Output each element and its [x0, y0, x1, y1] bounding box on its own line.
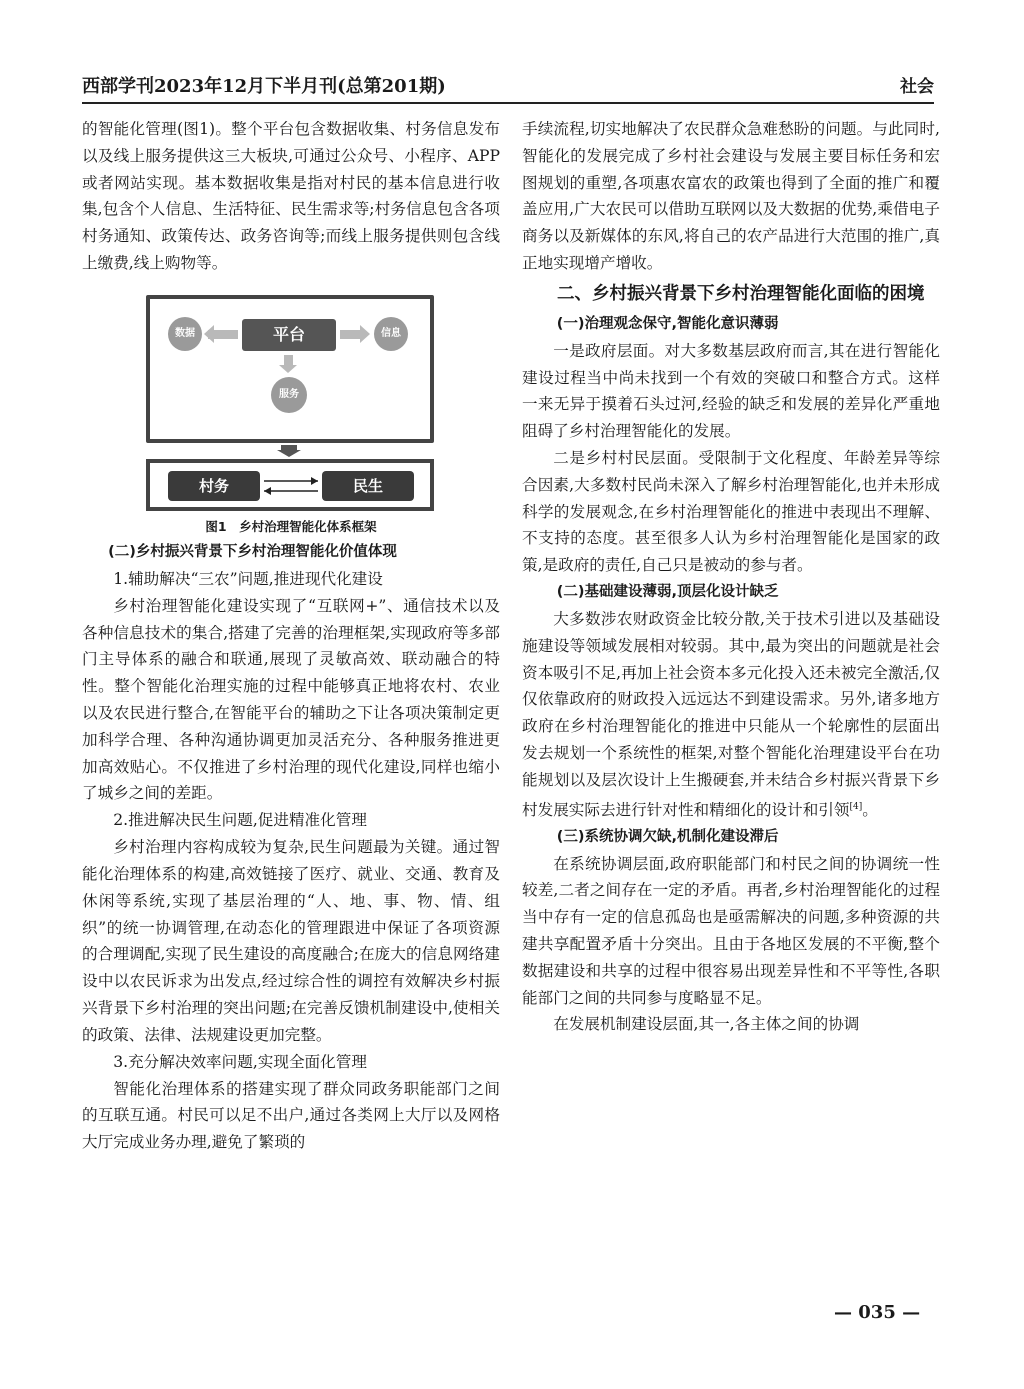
arrow-right-head	[360, 325, 370, 343]
connector-arrow-head	[277, 450, 301, 457]
paragraph: 二是乡村村民层面。受限制于文化程度、年龄差异等综合因素,大多数村民尚未深入了解乡村治理智能化,也并未形成科学的发展观念,在乡村治理智能化的推进中表现出不理解、不支持的态度。甚至很多人认为乡村治理智能化是国家的政策,是政府的责任,自己只是被动的参与者。	[522, 448, 940, 575]
reference-marker[interactable]: [4]	[849, 801, 863, 812]
section-label: 社会	[900, 77, 934, 97]
subsection-heading: 1.辅助解决“三农”问题,推进现代化建设	[113, 569, 383, 588]
bidirectional-arrow-icon	[262, 473, 320, 499]
arrow-left-head	[204, 325, 214, 343]
data-node: 数据	[168, 317, 202, 351]
paragraph-end: 。	[862, 800, 878, 819]
section-heading: (三)系统协调欠缺,机制化建设滞后	[556, 828, 779, 845]
subsection-heading: 3.充分解决效率问题,实现全面化管理	[113, 1052, 367, 1071]
subsection-heading: 2.推进解决民生问题,促进精准化管理	[113, 811, 367, 830]
arrow-right	[340, 330, 362, 339]
paragraph: 在系统协调层面,政府职能部门和村民之间的协调统一性较差,二者之间存在一定的矛盾。再者,乡村治理智能化的过程当中存有一定的信息孤岛也是亟需解决的问题,多种资源的共建共享配置矛盾十分突出。且由于各地区发展的不平衡,整个数据建设和共享的过程中很容易出现差异性和不平等性,各职能部门之间的共同参与度略显不足。	[522, 854, 940, 1007]
info-node: 信息	[374, 317, 408, 351]
section-heading: (二)乡村振兴背景下乡村治理智能化价值体现	[108, 543, 397, 560]
paragraph: 一是政府层面。对大多数基层政府而言,其在进行智能化建设过程当中尚未找到一个有效的突破口和整合方式。这样一来无异于摸着石头过河,经验的缺乏和发展的差异化严重地阻碍了乡村治理智能化的发展。	[522, 341, 940, 441]
right-column	[522, 116, 940, 1296]
page-number: — 035 —	[834, 1302, 921, 1323]
paragraph: 的智能化管理(图1)。整个平台包含数据收集、村务信息发布以及线上服务提供这三大板块,可通过公众号、小程序、APP或者网站实现。基本数据收集是指对村民的基本信息进行收集,包含个人信息、生活特征、民生需求等;村务信息包含各项村务通知、政策传达、政务咨询等;而线上服务提供则包含线上缴费,线上购物等。	[82, 120, 500, 272]
arrow-down-head	[279, 365, 297, 373]
figure-bottom-frame	[146, 459, 434, 511]
paragraph-text: 大多数涉农财政资金比较分散,关于技术引进以及基础设施建设等领域发展相对较弱。其中,最为突出的问题就是社会资本吸引不足,再加上社会资本多元化投入还未被完全激活,仅仅依靠政府的财政投入远远达不到建设需求。另外,诸多地方政府在乡村治理智能化的推进中只能从一个轮廓性的层面出发去规划一个系统性的框架,对整个智能化治理建设平台在功能规划以及层次设计上生搬硬套,并未结合乡村振兴背景下乡村发展实际去进行针对性和精细化的设计和引领	[522, 609, 940, 819]
platform-node: 平台	[242, 319, 336, 351]
left-column	[82, 116, 500, 1296]
chapter-heading: 二、乡村振兴背景下乡村治理智能化面临的困境	[557, 283, 925, 304]
service-node: 服务	[271, 377, 307, 413]
paragraph: 在发展机制建设层面,其一,各主体之间的协调	[553, 1015, 860, 1034]
section-heading: (二)基础建设薄弱,顶层化设计缺乏	[556, 583, 779, 600]
paragraph: 乡村治理内容构成较为复杂,民生问题最为关键。通过智能化治理体系的构建,高效链接了医疗、就业、交通、教育及休闲等系统,实现了基层治理的“人、地、事、物、情、组织”的统一协调管理,在动态化的管理跟进中保证了各项资源的合理调配,实现了民生建设的高度融合;在庞大的信息网络建设中以农民诉求为出发点,经过综合性的调控有效解决乡村振兴背景下乡村治理的突出问题;在完善反馈机制建设中,使相关的政策、法律、法规建设更加完整。	[82, 838, 500, 1044]
figure-caption: 图1 乡村治理智能化体系框架	[205, 518, 377, 534]
page-header	[82, 70, 934, 104]
figure-1	[82, 289, 500, 539]
livelihood-node: 民生	[322, 471, 414, 501]
village-affairs-node: 村务	[168, 471, 260, 501]
paragraph	[522, 606, 940, 824]
figure-top-frame	[146, 295, 434, 443]
journal-title: 西部学刊2023年12月下半月刊(总第201期)	[82, 76, 446, 97]
paragraph: 智能化治理体系的搭建实现了群众同政务职能部门之间的互联互通。村民可以足不出户,通过各类网上大厅以及网格大厅完成业务办理,避免了繁琐的	[82, 1079, 500, 1152]
section-heading: (一)治理观念保守,智能化意识薄弱	[556, 315, 779, 332]
paragraph: 手续流程,切实地解决了农民群众急难愁盼的问题。与此同时,智能化的发展完成了乡村社会建设与发展主要目标任务和宏图规划的重塑,各项惠农富农的政策也得到了全面的推广和覆盖应用,广大农民可以借助互联网以及大数据的优势,乘借电子商务以及新媒体的东风,将自己的农产品进行大范围的推广,真正地实现增产增收。	[522, 120, 940, 272]
paragraph: 乡村治理智能化建设实现了“互联网+”、通信技术以及各种信息技术的集合,搭建了完善的治理框架,实现政府等多部门主导体系的融合和联通,展现了灵敏高效、联动融合的特性。整个智能化治理实施的过程中能够真正地将农村、农业以及农民进行整合,在智能平台的辅助之下让各项决策制定更加科学合理、各种沟通协调更加灵活充分、各种服务推进更加高效贴心。不仅推进了乡村治理的现代化建设,同样也缩小了城乡之间的差距。	[82, 596, 500, 803]
